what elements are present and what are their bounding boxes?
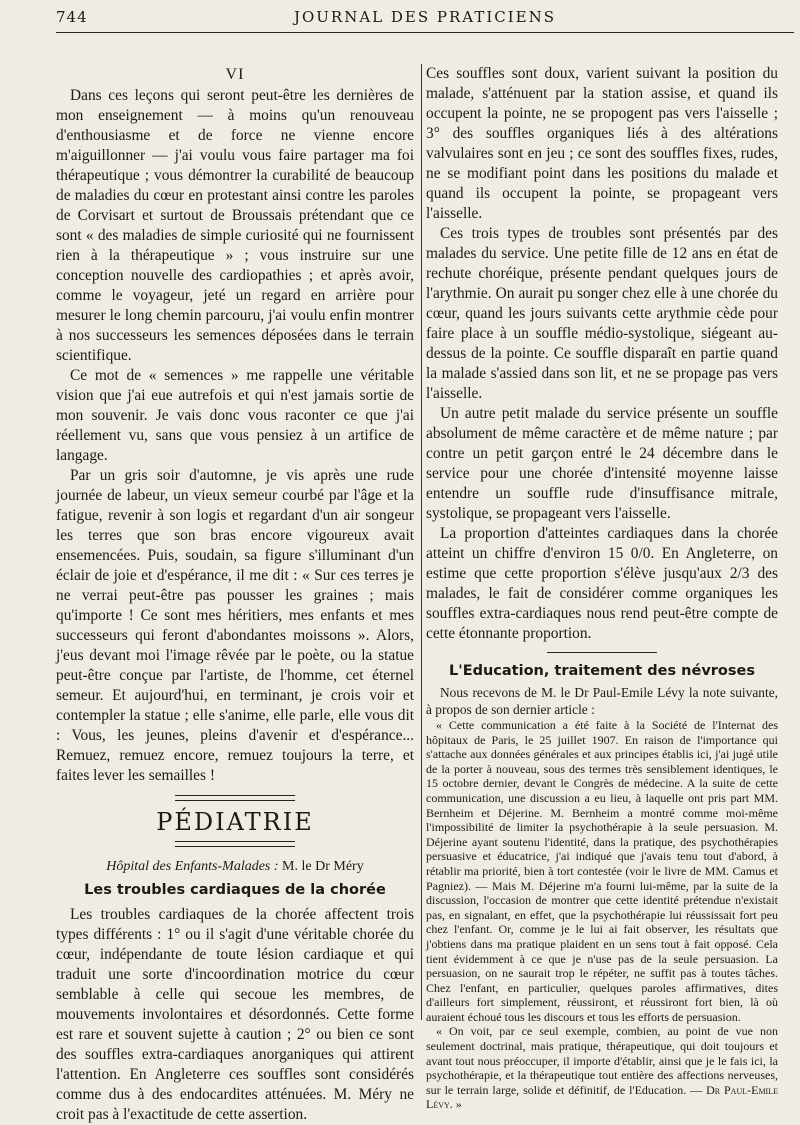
paragraph: Dans ces leçons qui seront peut-être les dernières de mon enseignement — à moins qu'un renouveau d'enthousiasme et de force ne vienne encore m'aiguillonner — j'ai voulu vous faire partager ma foi thérapeutique ; vous démontrer la curabilité de beaucoup de maladies du cœur en protestant ainsi contre les paroles de Corvisart et surtout de Broussais prétendant que ce sont « des maladies de simple curiosité qui ne fournissent rien à la thérapeutique » ; vous instruire sur une conception nouvelle des cardiopathies ; et après avoir, comme le voyageur, jeté un regard en arrière pour mesurer le long chemin parcouru, j'ai voulu enfin montrer à nos successeurs les semences déposées dans le terrain scientifique. [56,87,414,364]
left-column [56,64,414,1125]
column-divider [421,64,422,1020]
page-number: 744 [56,8,88,26]
paragraph: Ce mot de « semences » me rappelle une véritable vision que j'ai eue autrefois et qui n'est jamais sortie de mon souvenir. Je vais donc vous raconter ce que j'ai réellement vu, sans que vous pensiez à un artifice de langage. [56,367,414,464]
pediatrie-heading: PÉDIATRIE [156,808,314,836]
education-title: L'Education, traitement des névroses [449,663,755,679]
right-column [426,64,778,1112]
paragraph: Un autre petit malade du service présente un souffle absolument de même caractère et de même nature ; par contre un petit garçon entré le 24 décembre dans le service pour une chorée d'intensité moyenne laisse entendre un souffle rude d'insuffisance mitrale, systolique, se propageant vers l'aisselle. [426,405,778,522]
paragraph: Ces souffles sont doux, varient suivant la position du malade, s'atténuent par la station assise, et quand ils occupent la pointe, ne se propogent pas vers l'aisselle ; 3° des souffles organiques liés à des altérations valvulaires sont en jeu ; ce sont des souffles fixes, rudes, ne se modifiant point dans les positions du malade et quand ils occupent la pointe, se propageant vers l'aisselle. [426,65,778,222]
paragraph: La proportion d'atteintes cardiaques dans la chorée atteint un chiffre d'environ 15 0/0. En Angleterre, on estime que cette proportion s'élève jusqu'aux 2/3 des malades, le fait de considérer comme organiques les souffles extra-cardiaques nous rend peut-être compte de cette étonnante proportion. [426,525,778,642]
paragraph: Par un gris soir d'automne, je vis après une rude journée de labeur, un vieux semeur courbé par l'âge et la fatigue, revenir à son logis et regardant d'un air songeur les terres que son bras encore vigoureux avait ensemencées. Puis, soudain, sa figure s'illuminant d'un éclair de joie et d'espérance, il me dit : « Sur ces terres je ne verrai peut-être pas pousser les graines ; mais qu'importe ! Ce sont mes héritiers, mes enfants et mes successeurs qui feront d'abondantes moissons ». Alors, j'eus devant moi l'image rêvée par le poète, ou la statue peut-être conçue par l'artiste, de l'homme, cet éternel semeur. Et aujourd'hui, en terminant, je crois voir et contempler la statue ; elle s'anime, elle parle, elle vous dit : Vous, les jeunes, pleins d'avenir et d'espérance... Remuez, remuez encore, remuez toujours la terre, et faites lever les semailles ! [56,467,414,784]
hospital-name: Hôpital des Enfants-Malades : [106,859,279,874]
header-rule [56,32,794,33]
quote-text: « On voit, par ce seul exemple, combien, au point de vue non seulement doctrinal, mais pratique, thérapeutique, qui doit toujours et avant tout nous préoccuper, il importe d'établir, ainsi que je le fais ici, la psychothérapie, et la thérapeutique tout entière des affections nerveuses, sur le terrain large, solide et définitif, de l'Education. — [426,1024,778,1097]
paragraph: Les troubles cardiaques de la chorée affectent trois types différents : 1° ou il s'agit d'une véritable chorée du cœur, indépendante de toute lésion cardiaque et qui traduit une sorte d'incoordination motrice du cœur semblable à celle qui secoue les membres, de mouvements involontaires et désordonnés. Cette forme est rare et souvent sujette à caution ; 2° ou bien ce sont des souffles extra-cardiaques anorganiques qui attirent l'attention. En Angleterre ces souffles sont considérés comme dus à des endocardites atténuées. M. Méry ne croit pas à l'exactitude de cette assertion. [56,906,414,1123]
section-number: VI [225,66,245,83]
intro-paragraph: Nous recevons de M. le Dr Paul-Emile Lévy la note suivante, à propos de son dernier article : [426,685,778,717]
hospital-line [56,857,414,877]
section-rule [547,652,657,653]
journal-title: JOURNAL DES PRATICIENS [293,8,557,26]
article-title: Les troubles cardiaques de la chorée [84,882,386,898]
section-rule [175,841,295,847]
quote-paragraph: « Cette communication a été faite à la Société de l'Internat des hôpitaux de Paris, le 25 juillet 1907. En raison de l'importance qui s'attache aux données générales et aux principes établis ici, j'ai jugé utile de la porter à nouveau, sous des termes très sensiblement identiques, le 15 octobre dernier, devant le Congrès de médecine. A la suite de cette communication, une discussion a eu lieu, à laquelle ont pris part MM. Bernheim et Déjerine. M. Bernheim a montré comme moi-même l'impossibilité de limiter la psychothérapie à la seule persuasion. M. Déjerine ayant soutenu l'identité, dans la pratique, des psychothérapies persuasive et éducatrice, j'ai indiqué que j'avais tenu tout d'abord, à rétablir ma priorité, bien à tort contestée (voir le livre de MM. Camus et Pagniez). — Mais M. Déjerine m'a fourni lui-même, par la suite de la discussion, l'occasion de montrer que cette identité prétendue n'existait pas, en signalant, en effet, que la psychothérapie lui réussissait fort peu chez l'enfant. Or, comme je le lui ai fait observer, les résultats que j'obtiens dans ma pratique plaident en un sens tout à fait opposé. Cela tient évidemment à ce que je n'use pas de la seule persuasion. La persuasion, on ne saurait trop le répéter, ne suffit pas à toutes tâches. Chez l'enfant, en particulier, quelques paroles affirmatives, dites d'ailleurs fort simplement, réussiront, et réussiront fort bien, là où auraient échoué tous les discours et tous les efforts de persuasion. [426,718,778,1024]
section-rule [175,795,295,801]
hospital-doctor: M. le Dr Méry [282,859,364,874]
signature: Dr Paul-Emile Lévy. » [426,1082,778,1112]
page-header [56,8,794,30]
quote-paragraph [426,1024,778,1112]
paragraph: Ces trois types de troubles sont présentés par des malades du service. Une petite fille de 12 ans en état de rechute choréique, présente pendant quelques jours de l'arythmie. On aurait pu songer chez elle à une chorée du cœur, quand les jours suivants cette arythmie cède pour faire place à un souffle médio-systolique, siégeant au-dessus de la pointe. Ce souffle disparaît en partie quand la malade s'assied dans son lit, et ne se propage pas vers l'aisselle. [426,225,778,402]
